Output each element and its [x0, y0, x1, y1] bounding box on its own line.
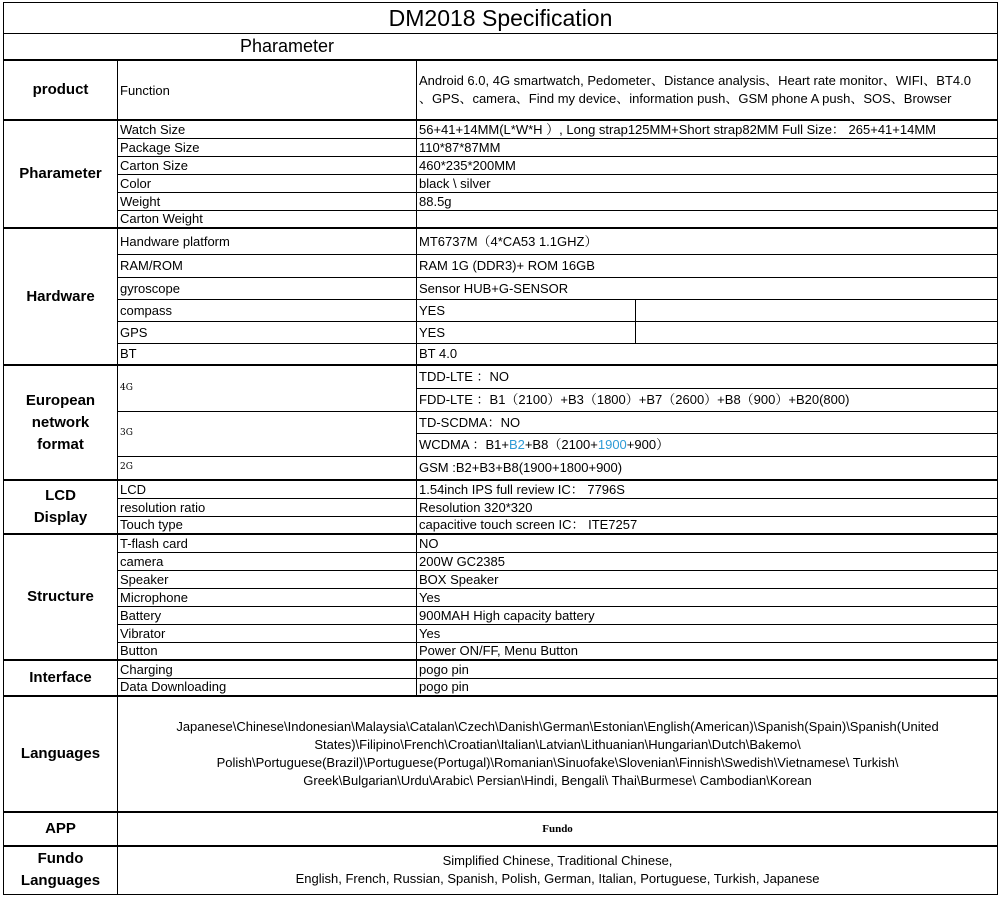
- table-row: [4, 696, 998, 812]
- row-value: TD-SCDMA：NO: [417, 411, 998, 433]
- row-value: 1.54inch IPS full review IC： 7796S: [417, 480, 998, 498]
- row-value: Power ON/FF, Menu Button: [417, 642, 998, 660]
- row-label: compass: [118, 299, 417, 321]
- table-row: [4, 846, 998, 894]
- function-label: Function: [118, 60, 417, 120]
- table-row: [4, 174, 998, 192]
- row-label: Carton Weight: [118, 210, 417, 228]
- table-row: [4, 480, 998, 498]
- row-value: 460*235*200MM: [417, 156, 998, 174]
- row-value: 200W GC2385: [417, 552, 998, 570]
- group-network-line-3: format: [37, 435, 84, 453]
- row-label: Handware platform: [118, 228, 417, 254]
- app-name: Fundo: [118, 812, 998, 846]
- languages-line-1: Japanese\Chinese\Indonesian\Malaysia\Catalan\Czech\Danish\German\Estonian\English(American)\Spanish(Spain)\Spanish(United: [176, 719, 939, 734]
- table-row: [4, 642, 998, 660]
- row-value: 56+41+14MM(L*W*H ）, Long strap125MM+Short strap82MM Full Size： 265+41+14MM: [417, 120, 998, 138]
- row-value: 88.5g: [417, 192, 998, 210]
- function-line-2: 、GPS、camera、Find my device、information push、GSM phone A push、SOS、Browser: [419, 91, 952, 106]
- row-value: BOX Speaker: [417, 570, 998, 588]
- fundo-languages-list: [118, 846, 998, 894]
- group-network-line-1: European: [25, 391, 96, 409]
- page-title: DM2018 Specification: [4, 3, 998, 34]
- row-value: [417, 433, 998, 456]
- group-interface: Interface: [4, 660, 118, 696]
- row-label: camera: [118, 552, 417, 570]
- row-value: FDD-LTE ：B1（2100）+B3（1800）+B7（2600）+B8（900）+B20(800): [417, 388, 998, 411]
- row-value: 110*87*87MM: [417, 138, 998, 156]
- table-row: [4, 588, 998, 606]
- fundo-languages-line-1: Simplified Chinese, Traditional Chinese,: [442, 853, 673, 869]
- group-structure: Structure: [4, 534, 118, 660]
- row-label: Battery: [118, 606, 417, 624]
- group-lcd-line-1: LCD: [45, 487, 76, 504]
- row-value: pogo pin: [417, 678, 998, 696]
- group-languages: Languages: [4, 696, 118, 812]
- table-row: [4, 411, 998, 433]
- row-value: GSM :B2+B3+B8(1900+1800+900): [417, 456, 998, 480]
- languages-line-2: States)\Filipino\French\Croatian\Italian\Latvian\Lithuanian\Hungarian\Dutch\Bakemo\: [314, 737, 801, 752]
- row-label: Speaker: [118, 570, 417, 588]
- group-lcd: [4, 480, 118, 534]
- row-label: Data Downloading: [118, 678, 417, 696]
- row-value: BT 4.0: [417, 343, 998, 365]
- table-row: [4, 210, 998, 228]
- row-value: [417, 210, 998, 228]
- row-value: YES: [417, 321, 636, 343]
- table-row: [4, 498, 998, 516]
- group-hardware: Hardware: [4, 228, 118, 365]
- function-value: [417, 60, 998, 120]
- row-label: Color: [118, 174, 417, 192]
- wcdma-text-c: +B8（2100+: [524, 437, 598, 452]
- row-label: RAM/ROM: [118, 254, 417, 277]
- row-label: Touch type: [118, 516, 417, 534]
- table-row: [4, 570, 998, 588]
- wcdma-text-a: WCDMA ：B1+: [419, 437, 509, 452]
- row-value: TDD-LTE ：NO: [417, 365, 998, 388]
- row-label: Package Size: [118, 138, 417, 156]
- table-row: [4, 192, 998, 210]
- group-fundo-languages: [4, 846, 118, 894]
- row-label: LCD: [118, 480, 417, 498]
- column-header: Pharameter: [4, 34, 998, 61]
- group-fundo-line-2: Languages: [20, 872, 101, 890]
- table-row: [4, 120, 998, 138]
- row-value: 900MAH High capacity battery: [417, 606, 998, 624]
- table-row: [4, 343, 998, 365]
- row-label: BT: [118, 343, 417, 365]
- group-pharameter: Pharameter: [4, 120, 118, 228]
- row-value: Sensor HUB+G-SENSOR: [417, 277, 998, 299]
- table-row: [4, 156, 998, 174]
- row-value: pogo pin: [417, 660, 998, 678]
- row-label: Button: [118, 642, 417, 660]
- header-row: [4, 34, 998, 61]
- spec-table: [3, 2, 998, 895]
- band-label-4g: 4G: [118, 365, 417, 411]
- fundo-languages-line-2: English, French, Russian, Spanish, Polish, German, Italian, Portuguese, Turkish, Japanese: [295, 871, 820, 887]
- table-row: [4, 534, 998, 552]
- table-row: [4, 365, 998, 388]
- table-row: [4, 299, 998, 321]
- row-value: Resolution 320*320: [417, 498, 998, 516]
- row-label: Weight: [118, 192, 417, 210]
- row-value: YES: [417, 299, 636, 321]
- row-label: GPS: [118, 321, 417, 343]
- group-network-line-2: network: [31, 413, 90, 431]
- group-product: product: [4, 60, 118, 120]
- group-network: [4, 365, 118, 480]
- row-label: T-flash card: [118, 534, 417, 552]
- row-value: RAM 1G (DDR3)+ ROM 16GB: [417, 254, 998, 277]
- row-label: Charging: [118, 660, 417, 678]
- table-row: [4, 516, 998, 534]
- row-value: MT6737M（4*CA53 1.1GHZ）: [417, 228, 998, 254]
- table-row: [4, 456, 998, 480]
- table-row: [4, 812, 998, 846]
- row-value: capacitive touch screen IC： ITE7257: [417, 516, 998, 534]
- band-label-2g: 2G: [118, 456, 417, 480]
- table-row: [4, 277, 998, 299]
- band-label-3g: 3G: [118, 411, 417, 456]
- group-lcd-line-2: Display: [33, 509, 88, 526]
- wcdma-band-highlight: B2: [508, 437, 525, 452]
- title-row: [4, 3, 998, 34]
- languages-line-4: Greek\Bulgarian\Urdu\Arabic\ Persian\Hindi, Bengali\ Thai\Burmese\ Cambodian\Korean: [303, 773, 812, 788]
- table-row: [4, 678, 998, 696]
- wcdma-text-e: +900）: [626, 437, 670, 452]
- table-row: [4, 660, 998, 678]
- group-fundo-line-1: Fundo: [37, 850, 84, 868]
- row-label: Microphone: [118, 588, 417, 606]
- languages-line-3: Polish\Portuguese(Brazil)\Portuguese(Portugal)\Romanian\Sinuofake\Slovenian\Finnish\Swedish\Vietnamese\ Turkish\: [216, 755, 899, 770]
- group-app: APP: [4, 812, 118, 846]
- table-row: [4, 552, 998, 570]
- table-row: [4, 624, 998, 642]
- table-row: [4, 321, 998, 343]
- function-line-1: Android 6.0, 4G smartwatch, Pedometer、Distance analysis、Heart rate monitor、WIFI、BT4.0: [419, 73, 971, 88]
- row-label: Watch Size: [118, 120, 417, 138]
- row-label: Carton Size: [118, 156, 417, 174]
- empty-cell: [636, 299, 998, 321]
- row-value: black \ silver: [417, 174, 998, 192]
- wcdma-freq-highlight: 1900: [597, 437, 627, 452]
- row-label: Vibrator: [118, 624, 417, 642]
- row-label: resolution ratio: [118, 498, 417, 516]
- table-row: [4, 228, 998, 254]
- row-value: Yes: [417, 588, 998, 606]
- table-row: [4, 254, 998, 277]
- row-value: NO: [417, 534, 998, 552]
- row-label: gyroscope: [118, 277, 417, 299]
- empty-cell: [636, 321, 998, 343]
- row-value: Yes: [417, 624, 998, 642]
- product-row: [4, 60, 998, 120]
- languages-list: [118, 696, 998, 812]
- table-row: [4, 606, 998, 624]
- table-row: [4, 138, 998, 156]
